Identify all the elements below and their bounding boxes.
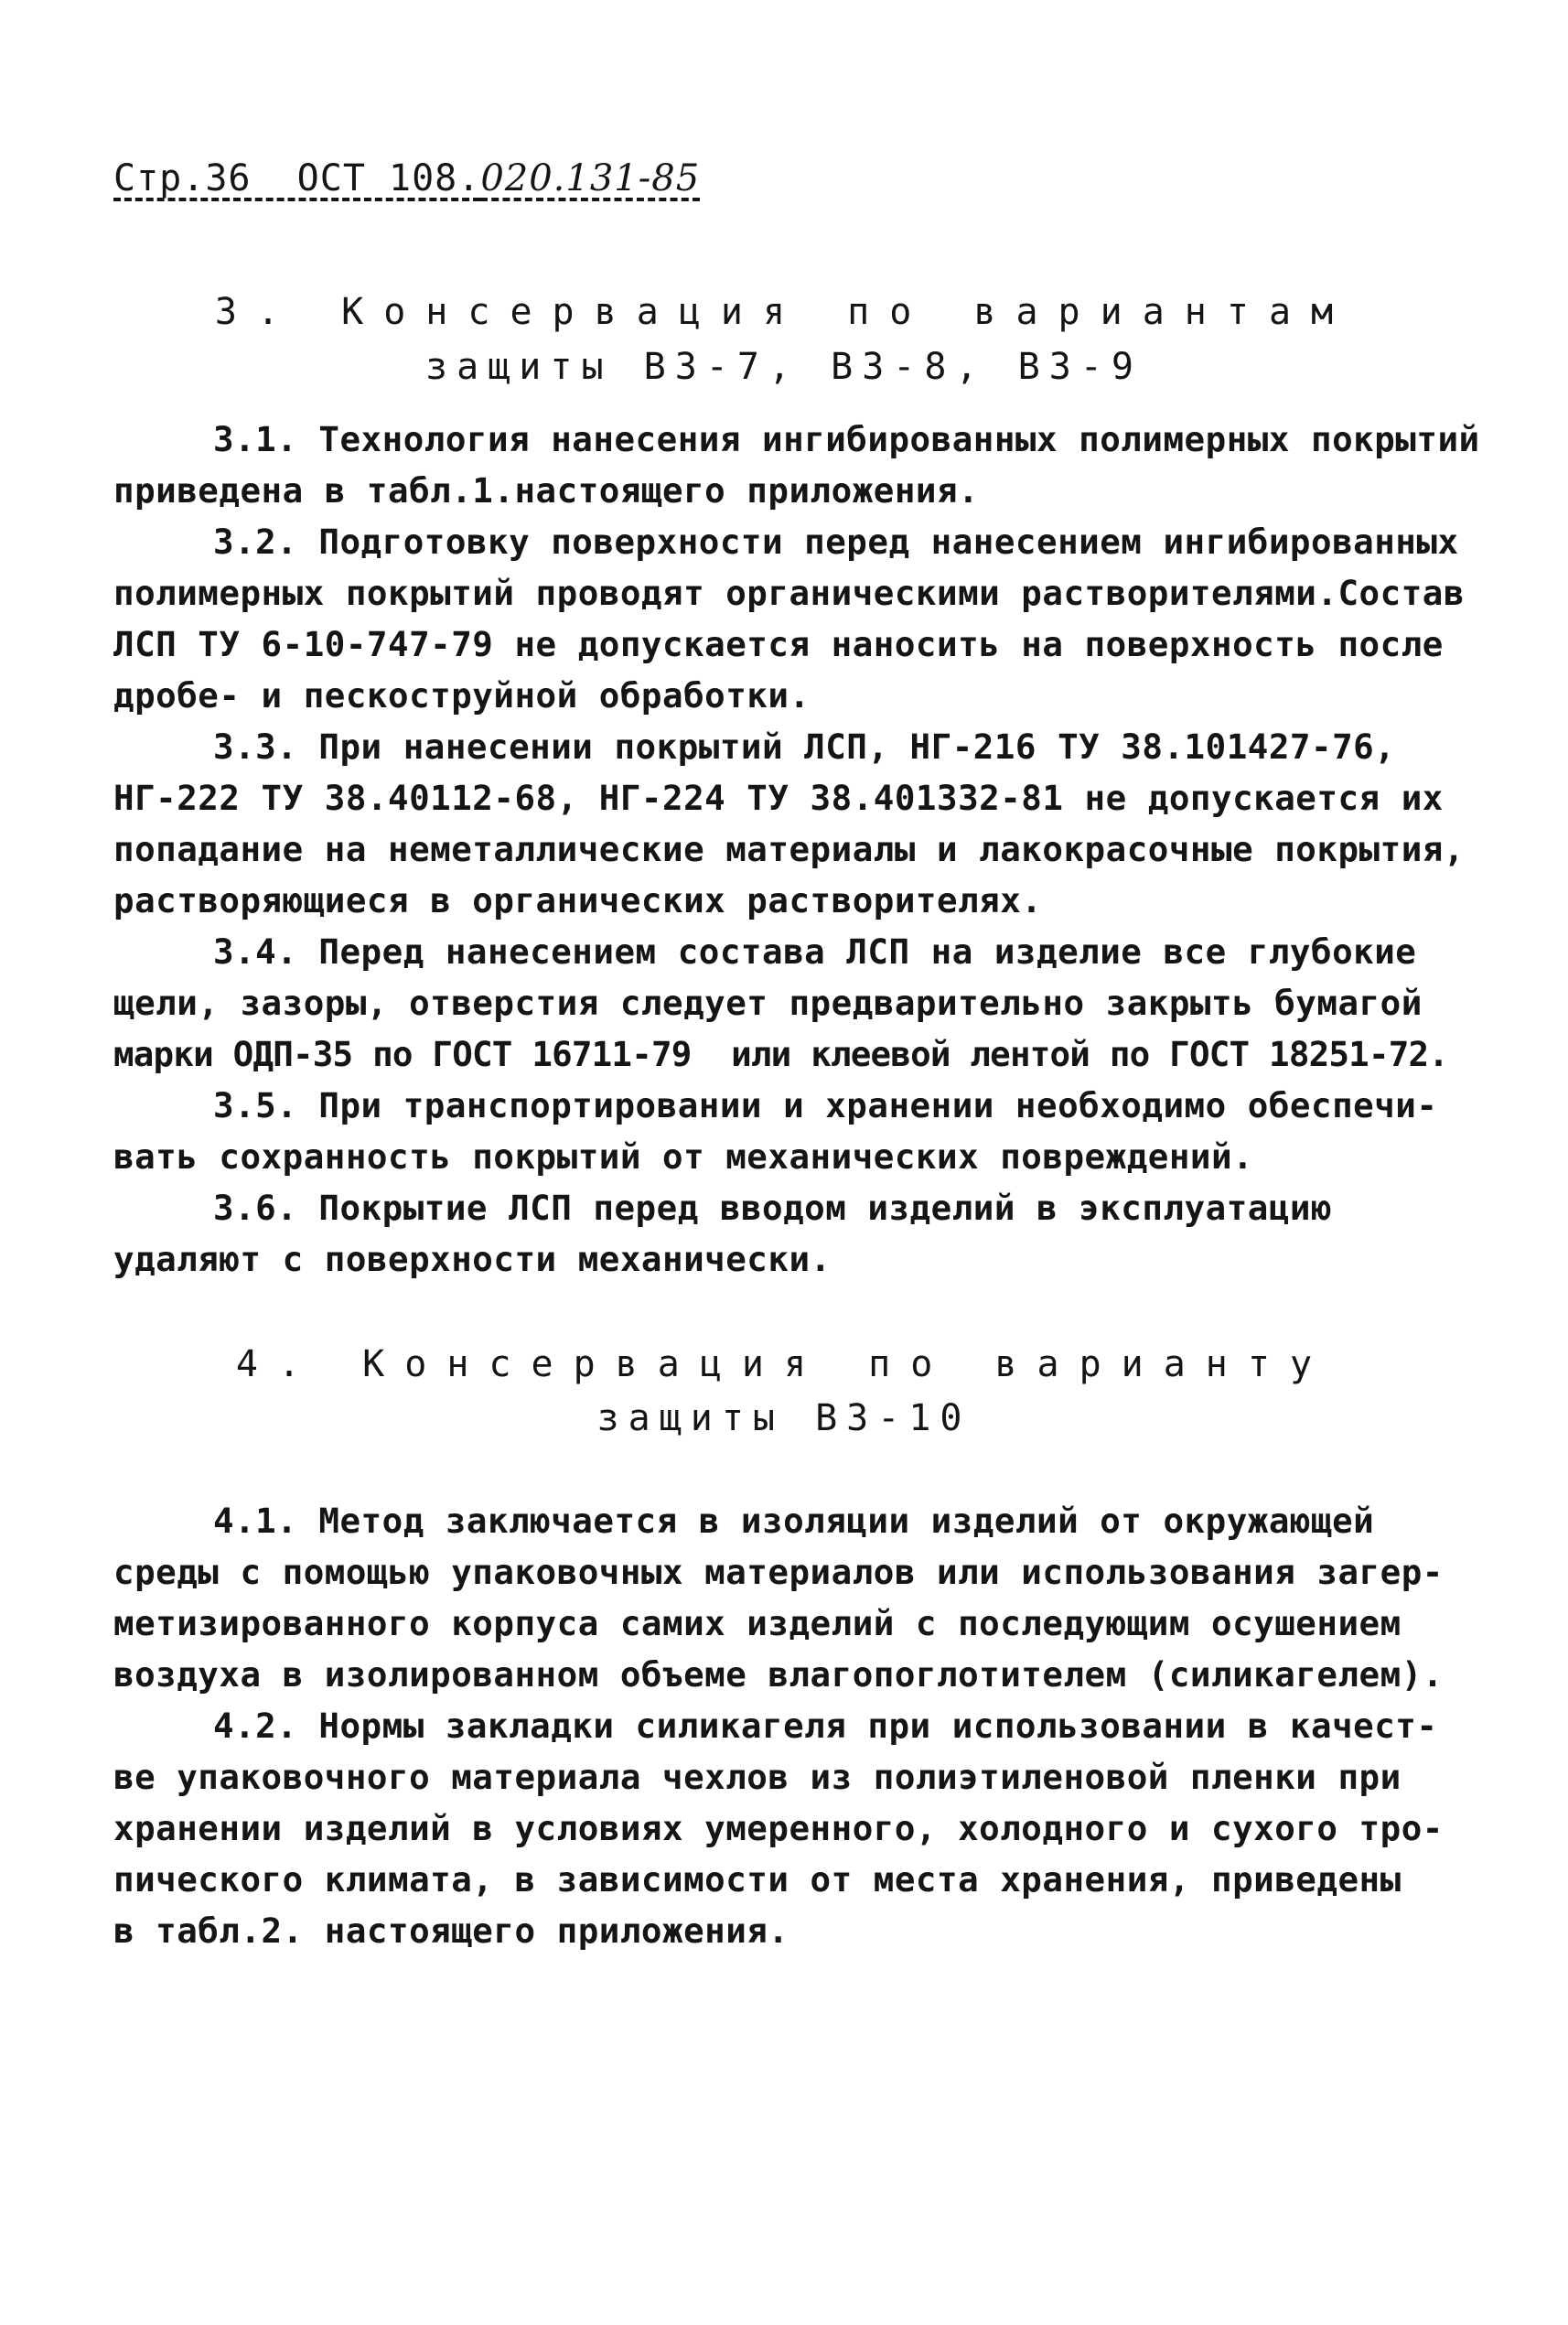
section-3-title-line-1: 3. Консервация по вариантам bbox=[214, 291, 1354, 333]
paragraph-4-1-line-4: воздуха в изолированном объеме влагопоглотителем (силикагелем). bbox=[113, 1654, 1444, 1695]
paragraph-3-2-line-2: полимерных покрытий проводят органическими растворителями.Состав bbox=[113, 573, 1465, 613]
paragraph-3-1-line-2: приведена в табл.1.настоящего приложения. bbox=[113, 470, 980, 511]
paragraph-4-2-line-4: пического климата, в зависимости от места хранения, приведены bbox=[113, 1859, 1402, 1900]
paragraph-3-6-line-1: 3.6. Покрытие ЛСП перед вводом изделий в эксплуатацию bbox=[213, 1188, 1333, 1228]
page-header bbox=[113, 157, 700, 199]
paragraph-3-3-line-1: 3.3. При нанесении покрытий ЛСП, НГ-216 ТУ 38.101427-76, bbox=[213, 727, 1396, 767]
section-3-title-line-2: защиты ВЗ-7, ВЗ-8, ВЗ-9 bbox=[425, 346, 1143, 388]
paragraph-3-2-line-4: дробе- и пескоструйной обработки. bbox=[113, 675, 811, 716]
paragraph-3-3-line-2: НГ-222 ТУ 38.40112-68, НГ-224 ТУ 38.401332-81 не допускается их bbox=[113, 778, 1444, 818]
section-4-title-line-1: 4. Консервация по варианту bbox=[235, 1343, 1333, 1385]
paragraph-3-5-line-2: вать сохранность покрытий от механических повреждений. bbox=[113, 1136, 1254, 1177]
paragraph-4-1-line-3: метизированного корпуса самих изделий с последующим осушением bbox=[113, 1603, 1402, 1643]
paragraph-3-1-line-1: 3.1. Технология нанесения ингибированных полимерных покрытий bbox=[213, 419, 1480, 459]
paragraph-4-2-line-3: хранении изделий в условиях умеренного, холодного и сухого тро- bbox=[113, 1808, 1444, 1848]
paragraph-4-1-line-1: 4.1. Метод заключается в изоляции изделий от окружающей bbox=[213, 1501, 1375, 1541]
paragraph-4-2-line-5: в табл.2. настоящего приложения. bbox=[113, 1911, 789, 1951]
paragraph-3-4-line-2: щели, зазоры, отверстия следует предварительно закрыть бумагой bbox=[113, 983, 1423, 1023]
paragraph-3-5-line-1: 3.5. При транспортировании и хранении необходимо обеспечи- bbox=[213, 1085, 1438, 1125]
paragraph-3-4-line-1: 3.4. Перед нанесением состава ЛСП на изделие все глубокие bbox=[213, 931, 1417, 972]
header-prefix: Стр.36 ОСТ 108. bbox=[113, 157, 481, 199]
paragraph-3-3-line-4: растворяющиеся в органических растворителях. bbox=[113, 880, 1043, 920]
paragraph-4-2-line-1: 4.2. Нормы закладки силикагеля при использовании в качест- bbox=[213, 1706, 1438, 1746]
paragraph-3-3-line-3: попадание на неметаллические материалы и лакокрасочные покрытия, bbox=[113, 829, 1465, 869]
paragraph-3-2-line-3: ЛСП ТУ 6-10-747-79 не допускается наносить на поверхность после bbox=[113, 624, 1444, 664]
paragraph-3-6-line-2: удаляют с поверхности механически. bbox=[113, 1239, 832, 1279]
paragraph-4-2-line-2: ве упаковочного материала чехлов из полиэтиленовой пленки при bbox=[113, 1757, 1402, 1797]
paragraph-3-2-line-1: 3.2. Подготовку поверхности перед нанесением ингибированных bbox=[213, 522, 1459, 562]
section-4-title-line-2: защиты ВЗ-10 bbox=[596, 1397, 972, 1439]
paragraph-3-4-line-3: марки ОДП-35 по ГОСТ 16711-79 или клеевой лентой по ГОСТ 18251-72. bbox=[113, 1034, 1449, 1074]
header-document-number: 020.131-85 bbox=[480, 157, 701, 199]
paragraph-4-1-line-2: среды с помощью упаковочных материалов или использования загер- bbox=[113, 1552, 1444, 1592]
